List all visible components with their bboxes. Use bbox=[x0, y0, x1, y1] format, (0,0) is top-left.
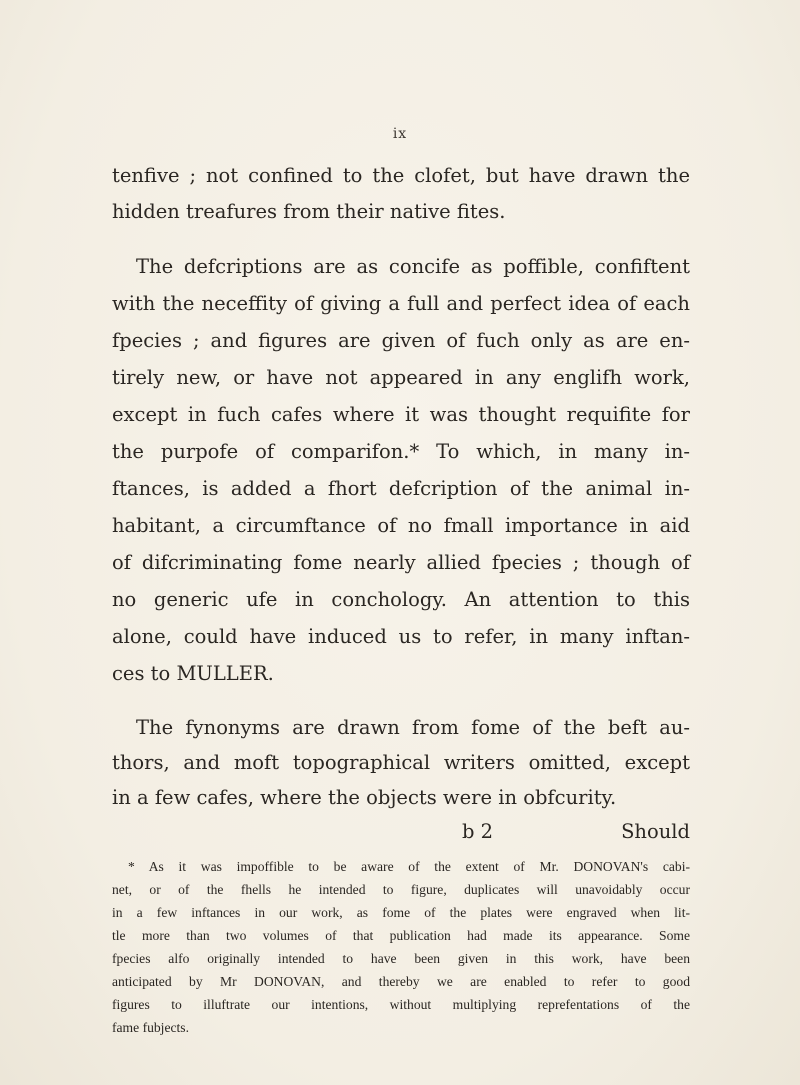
footnote-line: anticipated by Mr DONOVAN, and thereby we are enabled to refer to good bbox=[112, 974, 690, 989]
footnote-line: fame fubjects. bbox=[112, 1020, 189, 1035]
text-line: tenfive ; not confined to the clofet, but have drawn the bbox=[112, 164, 690, 187]
text-line: in a few cafes, where the objects were in obfcurity. bbox=[112, 786, 617, 809]
text-line: hidden treafures from their native fites. bbox=[112, 200, 506, 223]
text-line: with the neceffity of giving a full and perfect idea of each bbox=[112, 292, 690, 315]
text-line: fpecies ; and figures are given of fuch only as are en- bbox=[112, 329, 690, 352]
text-line: no generic ufe in conchology. An attention to this bbox=[112, 588, 690, 611]
text-line: alone, could have induced us to refer, in many inftan- bbox=[112, 625, 690, 648]
text-line: habitant, a circumftance of no fmall importance in aid bbox=[112, 514, 690, 537]
text-line: The fynonyms are drawn from fome of the beft au- bbox=[136, 716, 690, 739]
signature-mark: b 2 bbox=[462, 820, 494, 843]
footnote-line: figures to illuftrate our intentions, without multiplying reprefentations of the bbox=[112, 997, 690, 1012]
text-line: except in fuch cafes where it was thought requifite for bbox=[112, 403, 690, 426]
text-line: thors, and moft topographical writers omitted, except bbox=[112, 751, 690, 774]
text-line: ces to MULLER. bbox=[112, 662, 274, 685]
text-line: The defcriptions are as concife as poffible, confiftent bbox=[136, 255, 690, 278]
footnote-line: * As it was impoffible to be aware of the extent of Mr. DONOVAN's cabi- bbox=[128, 859, 690, 874]
catchword: Should bbox=[621, 820, 690, 843]
page-number: ix bbox=[392, 126, 408, 142]
footnote-line: tle more than two volumes of that publication had made its appearance. Some bbox=[112, 928, 690, 943]
text-line: of difcriminating fome nearly allied fpecies ; though of bbox=[112, 551, 690, 574]
footnote-line: fpecies alfo originally intended to have been given in this work, have been bbox=[112, 951, 690, 966]
text-line: the purpofe of comparifon.* To which, in many in- bbox=[112, 440, 690, 463]
footnote-line: net, or of the fhells he intended to figure, duplicates will unavoidably occur bbox=[112, 882, 690, 897]
footnote-line: in a few inftances in our work, as fome of the plates were engraved when lit- bbox=[112, 905, 690, 920]
text-line: tirely new, or have not appeared in any englifh work, bbox=[112, 366, 690, 389]
text-line: ftances, is added a fhort defcription of the animal in- bbox=[112, 477, 690, 500]
